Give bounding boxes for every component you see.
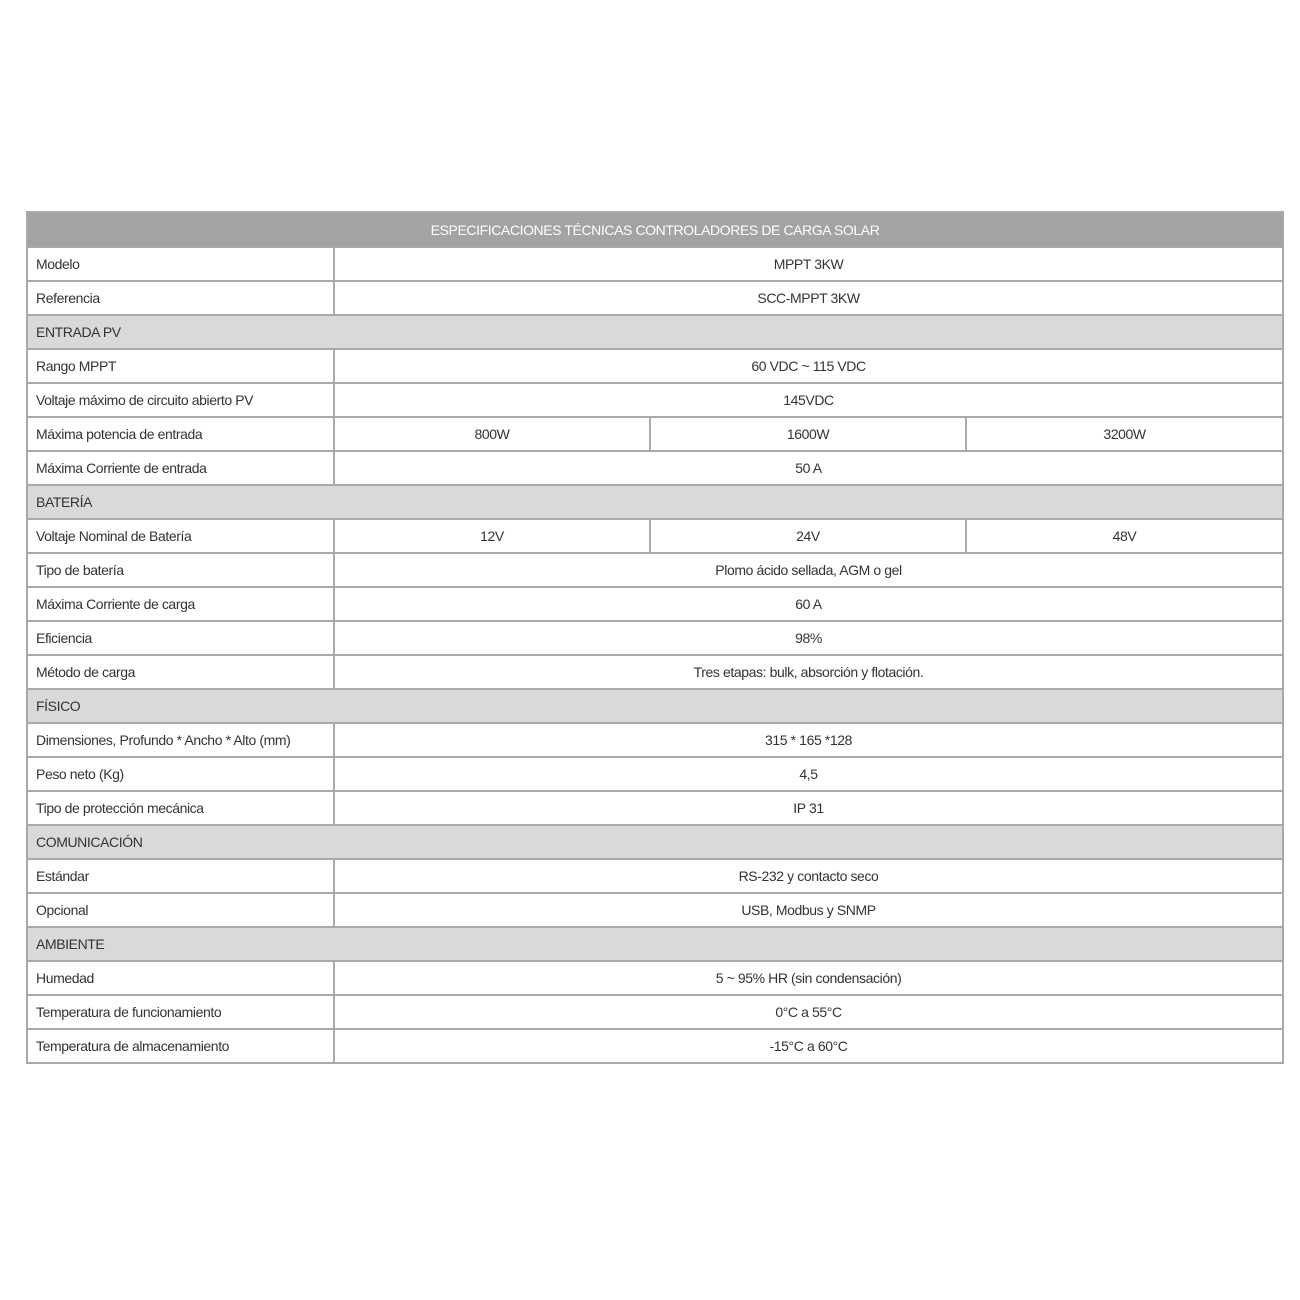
row-label: Dimensiones, Profundo * Ancho * Alto (mm) — [27, 723, 334, 757]
row-value: IP 31 — [334, 791, 1283, 825]
section-header-comunicacion — [27, 825, 1283, 859]
section-header-entrada-pv — [27, 315, 1283, 349]
row-label: Opcional — [27, 893, 334, 927]
section-header-fisico — [27, 689, 1283, 723]
table-row — [27, 791, 1283, 825]
row-value: 5 ~ 95% HR (sin condensación) — [334, 961, 1283, 995]
table-row — [27, 893, 1283, 927]
section-title: FÍSICO — [27, 689, 1283, 723]
row-value: 315 * 165 *128 — [334, 723, 1283, 757]
row-label: Estándar — [27, 859, 334, 893]
row-value: 24V — [650, 519, 966, 553]
table-row — [27, 655, 1283, 689]
table-row — [27, 621, 1283, 655]
row-value: 50 A — [334, 451, 1283, 485]
row-label: Máxima Corriente de carga — [27, 587, 334, 621]
row-label: Temperatura de almacenamiento — [27, 1029, 334, 1063]
row-label: Eficiencia — [27, 621, 334, 655]
section-title: AMBIENTE — [27, 927, 1283, 961]
table-row — [27, 859, 1283, 893]
table-title: ESPECIFICACIONES TÉCNICAS CONTROLADORES DE CARGA SOLAR — [27, 212, 1283, 247]
section-title: COMUNICACIÓN — [27, 825, 1283, 859]
row-value: 800W — [334, 417, 650, 451]
row-value: 60 VDC ~ 115 VDC — [334, 349, 1283, 383]
row-value: RS-232 y contacto seco — [334, 859, 1283, 893]
row-value: SCC-MPPT 3KW — [334, 281, 1283, 315]
table-row — [27, 519, 1283, 553]
row-label: Voltaje Nominal de Batería — [27, 519, 334, 553]
section-header-ambiente — [27, 927, 1283, 961]
table-row — [27, 417, 1283, 451]
table-row — [27, 587, 1283, 621]
row-value: Plomo ácido sellada, AGM o gel — [334, 553, 1283, 587]
row-label: Voltaje máximo de circuito abierto PV — [27, 383, 334, 417]
row-label: Tipo de protección mecánica — [27, 791, 334, 825]
row-label: Temperatura de funcionamiento — [27, 995, 334, 1029]
row-value: 60 A — [334, 587, 1283, 621]
row-value: 145VDC — [334, 383, 1283, 417]
table-row — [27, 995, 1283, 1029]
row-value: 12V — [334, 519, 650, 553]
table-row — [27, 451, 1283, 485]
row-label: Peso neto (Kg) — [27, 757, 334, 791]
row-value: 4,5 — [334, 757, 1283, 791]
section-header-bateria — [27, 485, 1283, 519]
row-value: 0°C a 55°C — [334, 995, 1283, 1029]
row-label: Tipo de batería — [27, 553, 334, 587]
row-label: Humedad — [27, 961, 334, 995]
row-label: Rango MPPT — [27, 349, 334, 383]
table-row — [27, 1029, 1283, 1063]
table-row — [27, 961, 1283, 995]
row-value: 3200W — [966, 417, 1283, 451]
row-label: Referencia — [27, 281, 334, 315]
row-value: USB, Modbus y SNMP — [334, 893, 1283, 927]
row-label: Máxima potencia de entrada — [27, 417, 334, 451]
row-label: Método de carga — [27, 655, 334, 689]
section-title: BATERÍA — [27, 485, 1283, 519]
table-row — [27, 247, 1283, 281]
row-value: Tres etapas: bulk, absorción y flotación. — [334, 655, 1283, 689]
row-value: -15°C a 60°C — [334, 1029, 1283, 1063]
row-value: MPPT 3KW — [334, 247, 1283, 281]
table-row — [27, 723, 1283, 757]
row-value: 98% — [334, 621, 1283, 655]
table-row — [27, 349, 1283, 383]
row-label: Modelo — [27, 247, 334, 281]
spec-table — [26, 211, 1284, 1064]
row-value: 1600W — [650, 417, 966, 451]
table-title-row — [27, 212, 1283, 247]
table-row — [27, 383, 1283, 417]
table-row — [27, 281, 1283, 315]
row-value: 48V — [966, 519, 1283, 553]
table-row — [27, 553, 1283, 587]
row-label: Máxima Corriente de entrada — [27, 451, 334, 485]
table-row — [27, 757, 1283, 791]
section-title: ENTRADA PV — [27, 315, 1283, 349]
